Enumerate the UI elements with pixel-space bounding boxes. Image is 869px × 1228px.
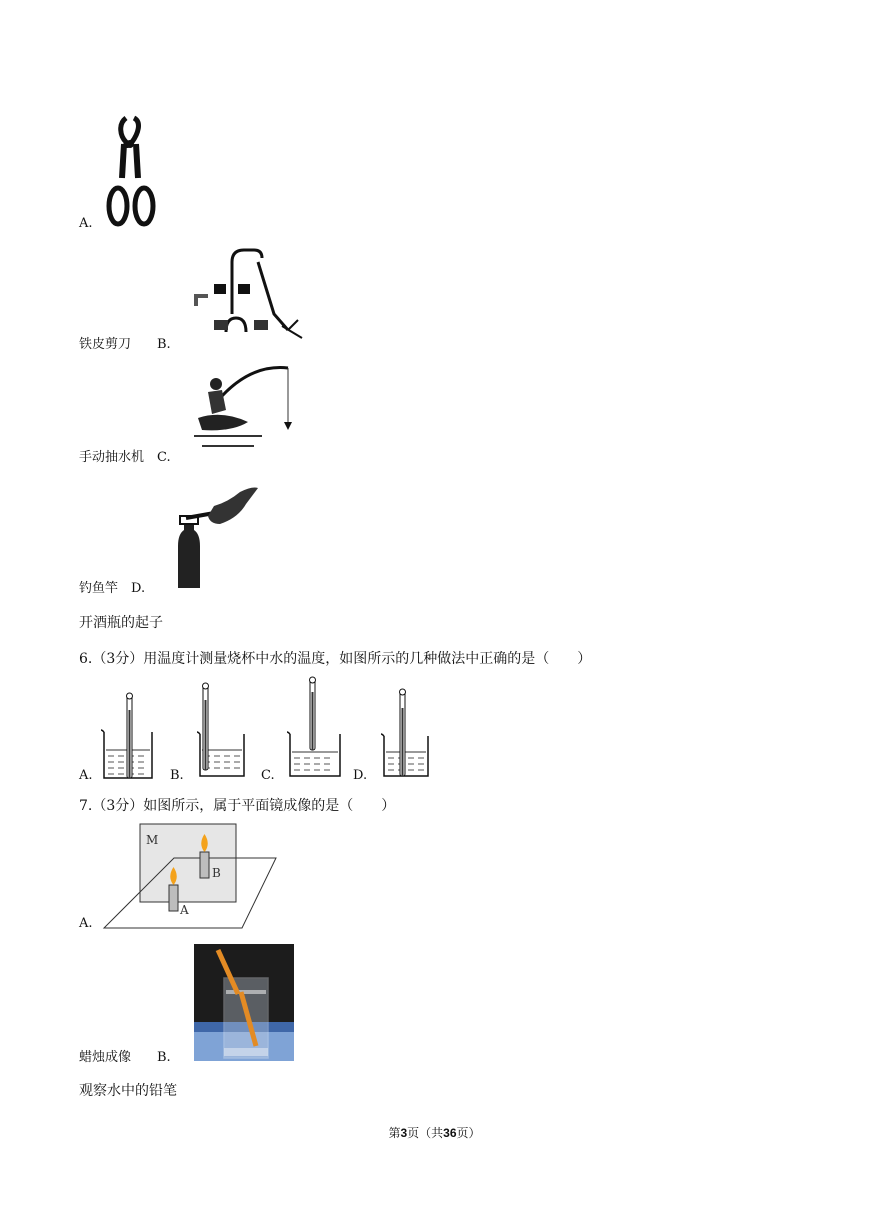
q5-caption-d: 开酒瓶的起子 — [79, 615, 163, 631]
q7-caption-a-option-b: 蜡烛成像 B. — [79, 1050, 171, 1065]
footer-post: 页） — [456, 1126, 481, 1140]
thermometer-beaker-b — [194, 680, 250, 780]
page-footer — [0, 1124, 869, 1141]
q5-caption-c-option-d: 钓鱼竿 D. — [79, 581, 146, 596]
mirror-label-m: M — [146, 833, 159, 847]
fishing-rod-figure — [192, 360, 298, 458]
candle-mirror-figure — [100, 822, 280, 932]
footer-page-number: 3 — [400, 1126, 408, 1140]
q6-option-a: A. — [79, 768, 93, 783]
candle-label-b: B — [212, 866, 221, 880]
q7-caption-b: 观察水中的铅笔 — [79, 1083, 177, 1099]
q5-caption-a-option-b: 铁皮剪刀 B. — [79, 337, 171, 352]
bottle-opener-figure — [164, 484, 264, 594]
pencil-in-water-photo — [194, 944, 294, 1061]
thermometer-beaker-c — [284, 674, 350, 780]
footer-mid: 页（共 — [407, 1126, 444, 1140]
thermometer-beaker-d — [378, 686, 434, 780]
hand-pump-figure — [192, 244, 308, 348]
q7-stem: 7.（3分）如图所示，属于平面镜成像的是（ ） — [79, 798, 396, 814]
tin-snips-figure — [104, 114, 160, 230]
q7-option-a-label: A. — [79, 916, 93, 931]
q6-option-b: B. — [170, 768, 184, 783]
q6-option-d: D. — [353, 768, 368, 783]
q5-option-a-label: A. — [79, 216, 93, 231]
q6-option-c: C. — [261, 768, 275, 783]
footer-pre: 第 — [388, 1126, 401, 1140]
q6-stem: 6.（3分）用温度计测量烧杯中水的温度，如图所示的几种做法中正确的是（ ） — [79, 651, 592, 667]
q5-caption-b-option-c: 手动抽水机 C. — [79, 450, 171, 465]
thermometer-beaker-a — [100, 690, 160, 780]
footer-total-pages: 36 — [443, 1126, 457, 1140]
candle-label-a: A — [180, 903, 189, 917]
